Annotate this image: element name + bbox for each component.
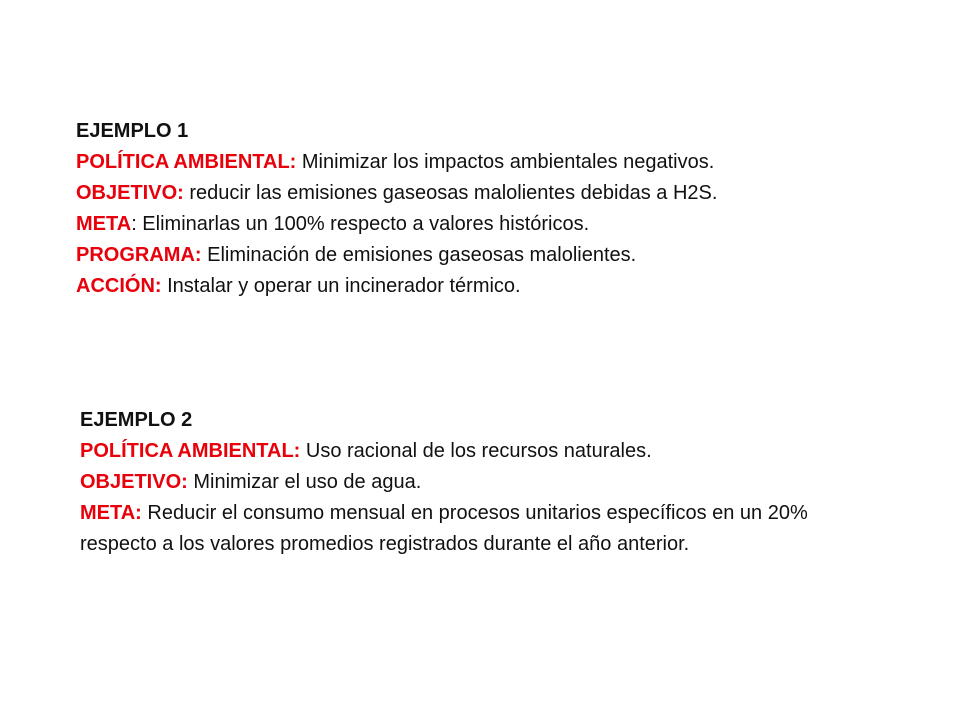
meta-text: : Eliminarlas un 100% respecto a valores históricos. xyxy=(131,213,590,235)
example-1-politica xyxy=(76,147,936,178)
example-1-objetivo xyxy=(76,178,936,209)
example-1-accion xyxy=(76,271,936,302)
meta-label: META xyxy=(76,213,132,235)
objetivo-label: OBJETIVO: xyxy=(80,471,188,493)
politica-text: Minimizar los impactos ambientales negativos. xyxy=(296,151,715,173)
accion-label: ACCIÓN: xyxy=(76,275,162,297)
example-2-politica xyxy=(80,436,880,467)
objetivo-label: OBJETIVO: xyxy=(76,182,184,204)
programa-text: Eliminación de emisiones gaseosas malolientes. xyxy=(201,244,637,266)
objetivo-text: reducir las emisiones gaseosas malolientes debidas a H2S. xyxy=(183,182,718,204)
politica-label: POLÍTICA AMBIENTAL: xyxy=(80,440,301,462)
example-1-meta xyxy=(76,209,936,240)
example-2-title: EJEMPLO 2 xyxy=(80,409,193,431)
example-2-objetivo xyxy=(80,467,880,498)
meta-label: META: xyxy=(80,502,142,524)
programa-label: PROGRAMA: xyxy=(76,244,202,266)
example-2-block xyxy=(80,405,880,560)
accion-text: Instalar y operar un incinerador térmico. xyxy=(161,275,521,297)
politica-label: POLÍTICA AMBIENTAL: xyxy=(76,151,297,173)
example-2-meta xyxy=(80,498,880,560)
politica-text: Uso racional de los recursos naturales. xyxy=(300,440,652,462)
example-1-title: EJEMPLO 1 xyxy=(76,120,189,142)
example-1-block xyxy=(76,116,936,302)
objetivo-text: Minimizar el uso de agua. xyxy=(187,471,422,493)
meta-text: Reducir el consumo mensual en procesos unitarios específicos en un 20% respecto a los valores promedios registrados durante el año anterior. xyxy=(80,502,808,555)
example-1-programa xyxy=(76,240,936,271)
